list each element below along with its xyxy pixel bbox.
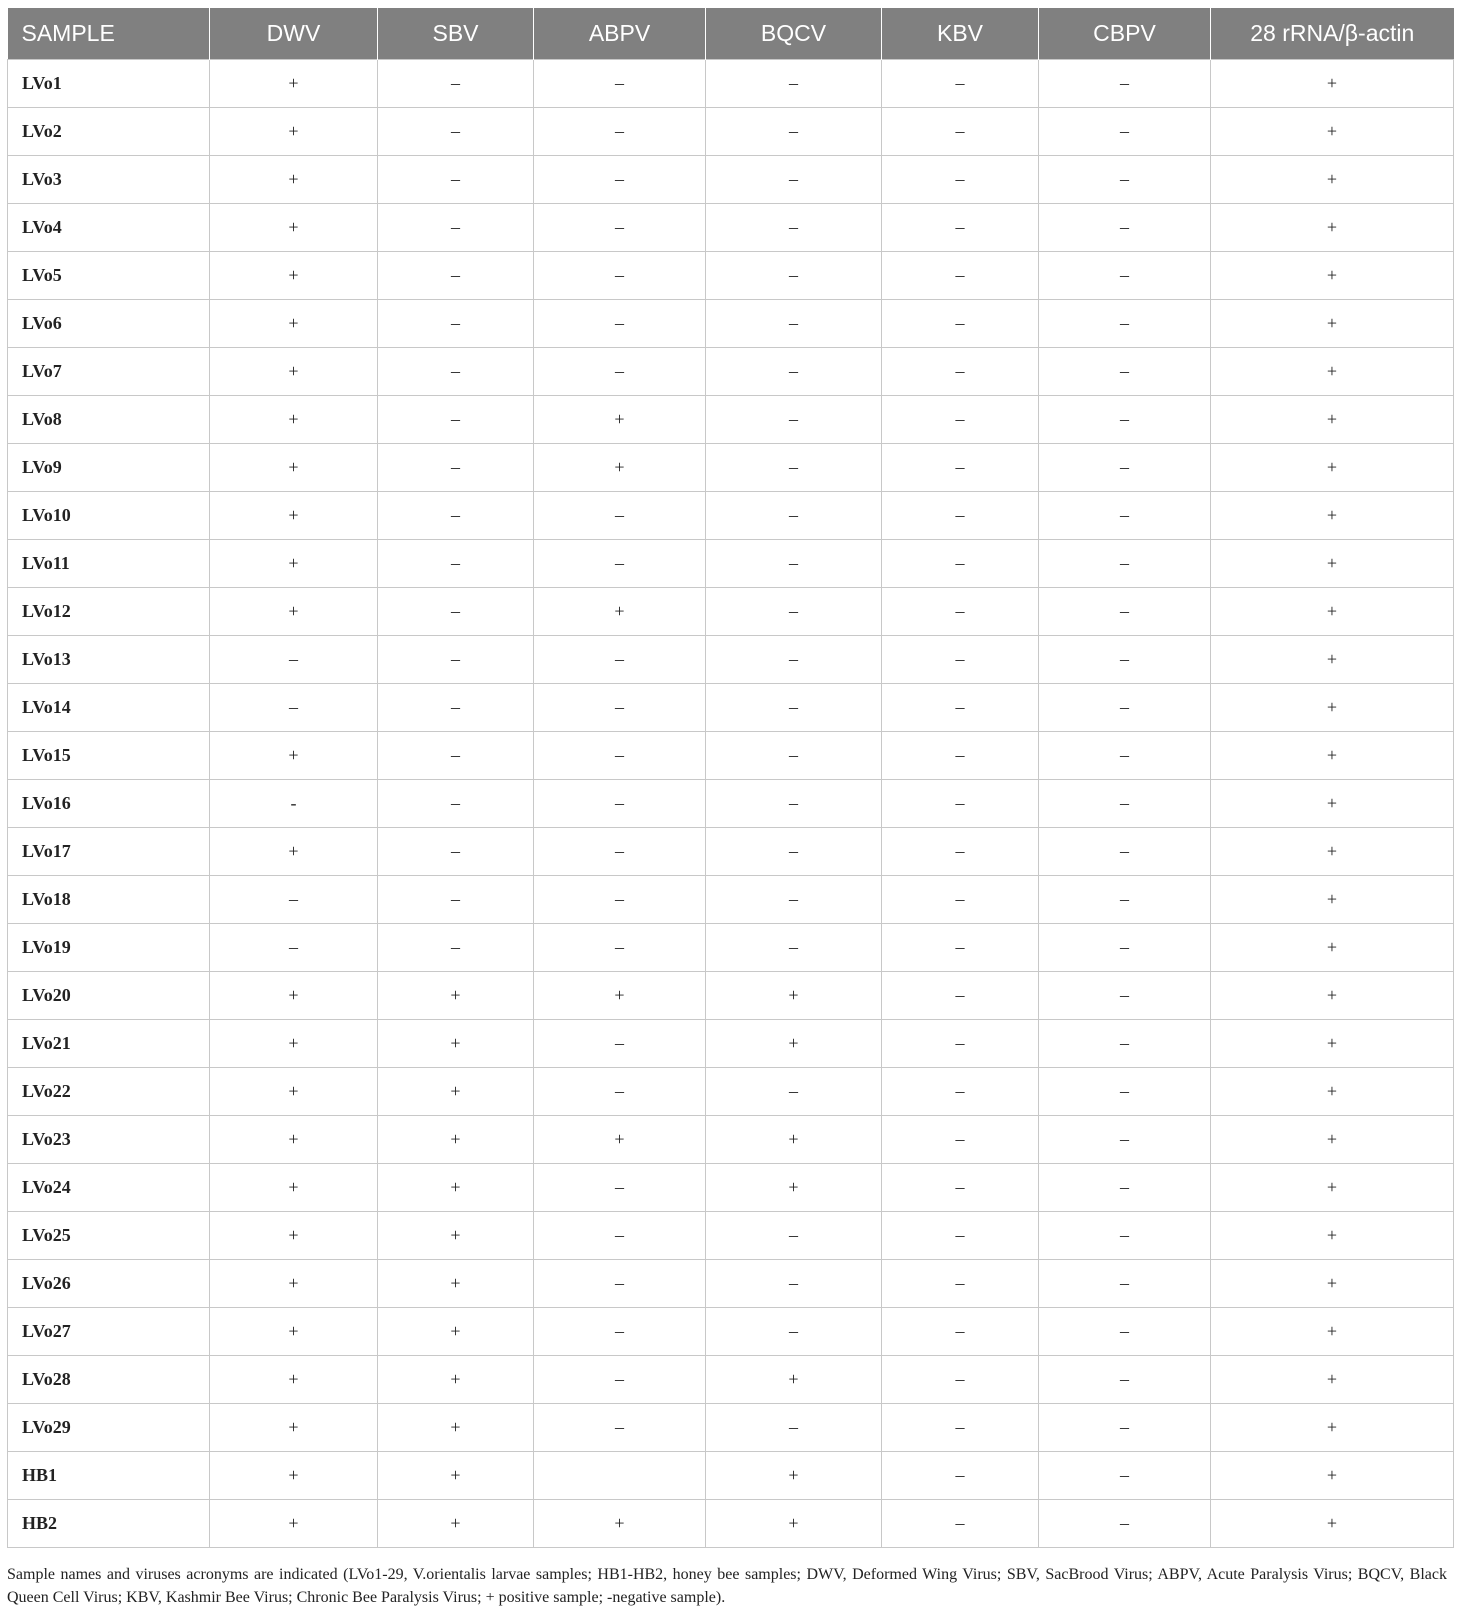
sample-name-cell: LVo10: [8, 492, 210, 540]
result-cell: +: [210, 1116, 378, 1164]
result-cell: –: [882, 396, 1039, 444]
column-header-sample: SAMPLE: [8, 8, 210, 60]
result-cell: –: [882, 1260, 1039, 1308]
result-cell: –: [882, 300, 1039, 348]
result-cell: –: [706, 636, 882, 684]
sample-name-cell: LVo1: [8, 60, 210, 108]
result-cell: +: [210, 1500, 378, 1548]
result-cell: –: [1039, 1164, 1211, 1212]
result-cell: +: [1211, 156, 1454, 204]
result-cell: –: [706, 444, 882, 492]
result-cell: +: [378, 1164, 534, 1212]
result-cell: –: [1039, 1116, 1211, 1164]
result-cell: –: [378, 732, 534, 780]
result-cell: –: [882, 1068, 1039, 1116]
result-cell: –: [534, 1308, 706, 1356]
result-cell: +: [1211, 444, 1454, 492]
result-cell: –: [378, 60, 534, 108]
result-cell: +: [210, 396, 378, 444]
table-row: [8, 1116, 1454, 1164]
result-cell: –: [534, 300, 706, 348]
result-cell: –: [706, 684, 882, 732]
result-cell: –: [882, 684, 1039, 732]
result-cell: –: [1039, 156, 1211, 204]
result-cell: –: [534, 108, 706, 156]
result-cell: +: [210, 828, 378, 876]
result-cell: –: [706, 396, 882, 444]
result-cell: +: [378, 1308, 534, 1356]
result-cell: –: [882, 444, 1039, 492]
result-cell: +: [210, 588, 378, 636]
result-cell: +: [210, 1404, 378, 1452]
table-row: [8, 60, 1454, 108]
result-cell: –: [534, 828, 706, 876]
result-cell: –: [210, 684, 378, 732]
result-cell: +: [1211, 1404, 1454, 1452]
result-cell: -: [210, 780, 378, 828]
result-cell: +: [706, 1164, 882, 1212]
result-cell: –: [1039, 396, 1211, 444]
result-cell: [534, 1452, 706, 1500]
result-cell: +: [706, 1116, 882, 1164]
result-cell: –: [1039, 588, 1211, 636]
sample-name-cell: LVo15: [8, 732, 210, 780]
result-cell: –: [1039, 204, 1211, 252]
result-cell: –: [378, 108, 534, 156]
result-cell: –: [882, 780, 1039, 828]
virus-detection-table-container: [7, 8, 1453, 1548]
result-cell: –: [882, 108, 1039, 156]
result-cell: +: [706, 1452, 882, 1500]
result-cell: +: [1211, 492, 1454, 540]
sample-name-cell: LVo26: [8, 1260, 210, 1308]
result-cell: –: [706, 156, 882, 204]
result-cell: –: [1039, 444, 1211, 492]
result-cell: +: [1211, 1164, 1454, 1212]
table-row: [8, 1404, 1454, 1452]
result-cell: +: [1211, 732, 1454, 780]
result-cell: +: [378, 1356, 534, 1404]
result-cell: +: [534, 444, 706, 492]
result-cell: –: [1039, 636, 1211, 684]
result-cell: –: [882, 348, 1039, 396]
result-cell: +: [1211, 636, 1454, 684]
table-body: [8, 60, 1454, 1548]
result-cell: –: [882, 924, 1039, 972]
result-cell: +: [1211, 684, 1454, 732]
result-cell: –: [1039, 1068, 1211, 1116]
result-cell: +: [210, 444, 378, 492]
sample-name-cell: LVo20: [8, 972, 210, 1020]
result-cell: –: [1039, 1020, 1211, 1068]
result-cell: –: [882, 540, 1039, 588]
result-cell: +: [1211, 1116, 1454, 1164]
sample-name-cell: LVo8: [8, 396, 210, 444]
result-cell: +: [534, 1500, 706, 1548]
result-cell: –: [210, 636, 378, 684]
result-cell: +: [534, 588, 706, 636]
result-cell: –: [706, 780, 882, 828]
result-cell: +: [1211, 1020, 1454, 1068]
result-cell: +: [210, 492, 378, 540]
result-cell: –: [534, 1020, 706, 1068]
result-cell: +: [210, 156, 378, 204]
result-cell: –: [534, 60, 706, 108]
result-cell: –: [882, 1404, 1039, 1452]
table-row: [8, 156, 1454, 204]
sample-name-cell: LVo3: [8, 156, 210, 204]
result-cell: –: [706, 204, 882, 252]
table-row: [8, 492, 1454, 540]
result-cell: –: [210, 924, 378, 972]
result-cell: –: [882, 252, 1039, 300]
sample-name-cell: LVo21: [8, 1020, 210, 1068]
result-cell: –: [1039, 732, 1211, 780]
result-cell: +: [378, 1116, 534, 1164]
result-cell: –: [1039, 828, 1211, 876]
result-cell: –: [706, 1260, 882, 1308]
table-row: [8, 1068, 1454, 1116]
result-cell: –: [882, 972, 1039, 1020]
result-cell: –: [378, 300, 534, 348]
result-cell: +: [378, 1020, 534, 1068]
sample-name-cell: LVo7: [8, 348, 210, 396]
sample-name-cell: LVo18: [8, 876, 210, 924]
result-cell: –: [1039, 108, 1211, 156]
result-cell: –: [706, 588, 882, 636]
result-cell: +: [210, 1452, 378, 1500]
result-cell: –: [706, 924, 882, 972]
result-cell: –: [882, 1500, 1039, 1548]
result-cell: –: [534, 876, 706, 924]
result-cell: –: [882, 732, 1039, 780]
result-cell: +: [1211, 828, 1454, 876]
result-cell: –: [534, 348, 706, 396]
column-header-cbpv: CBPV: [1039, 8, 1211, 60]
result-cell: –: [1039, 252, 1211, 300]
result-cell: +: [706, 972, 882, 1020]
result-cell: –: [1039, 540, 1211, 588]
sample-name-cell: LVo16: [8, 780, 210, 828]
table-row: [8, 588, 1454, 636]
sample-name-cell: LVo23: [8, 1116, 210, 1164]
result-cell: +: [210, 348, 378, 396]
result-cell: –: [1039, 300, 1211, 348]
table-row: [8, 972, 1454, 1020]
table-row: [8, 1500, 1454, 1548]
result-cell: +: [210, 1212, 378, 1260]
table-row: [8, 732, 1454, 780]
table-row: [8, 252, 1454, 300]
table-row: [8, 1308, 1454, 1356]
result-cell: –: [706, 732, 882, 780]
result-cell: –: [1039, 1356, 1211, 1404]
result-cell: –: [534, 1212, 706, 1260]
table-row: [8, 204, 1454, 252]
table-row: [8, 1212, 1454, 1260]
sample-name-cell: LVo11: [8, 540, 210, 588]
result-cell: –: [706, 300, 882, 348]
result-cell: –: [706, 876, 882, 924]
result-cell: –: [706, 828, 882, 876]
table-row: [8, 924, 1454, 972]
table-row: [8, 636, 1454, 684]
result-cell: +: [210, 108, 378, 156]
result-cell: –: [882, 1116, 1039, 1164]
sample-name-cell: HB1: [8, 1452, 210, 1500]
result-cell: +: [1211, 1068, 1454, 1116]
table-row: [8, 396, 1454, 444]
result-cell: –: [882, 828, 1039, 876]
result-cell: –: [534, 492, 706, 540]
result-cell: –: [378, 780, 534, 828]
result-cell: –: [882, 636, 1039, 684]
result-cell: –: [378, 444, 534, 492]
result-cell: +: [210, 204, 378, 252]
result-cell: +: [1211, 780, 1454, 828]
result-cell: –: [1039, 1260, 1211, 1308]
result-cell: –: [378, 252, 534, 300]
result-cell: +: [378, 1212, 534, 1260]
result-cell: –: [1039, 1212, 1211, 1260]
result-cell: –: [378, 588, 534, 636]
result-cell: –: [1039, 1308, 1211, 1356]
result-cell: –: [706, 540, 882, 588]
sample-name-cell: LVo4: [8, 204, 210, 252]
sample-name-cell: LVo2: [8, 108, 210, 156]
column-header-bqcv: BQCV: [706, 8, 882, 60]
result-cell: –: [534, 1164, 706, 1212]
table-row: [8, 876, 1454, 924]
table-row: [8, 780, 1454, 828]
result-cell: –: [378, 156, 534, 204]
result-cell: –: [882, 1356, 1039, 1404]
result-cell: +: [210, 1020, 378, 1068]
result-cell: –: [882, 156, 1039, 204]
result-cell: +: [210, 732, 378, 780]
result-cell: +: [210, 1164, 378, 1212]
result-cell: +: [1211, 540, 1454, 588]
result-cell: –: [882, 1020, 1039, 1068]
table-row: [8, 684, 1454, 732]
table-row: [8, 444, 1454, 492]
result-cell: +: [706, 1500, 882, 1548]
result-cell: –: [534, 684, 706, 732]
sample-name-cell: LVo12: [8, 588, 210, 636]
result-cell: +: [378, 1500, 534, 1548]
sample-name-cell: LVo27: [8, 1308, 210, 1356]
result-cell: –: [534, 1356, 706, 1404]
result-cell: +: [534, 396, 706, 444]
result-cell: –: [378, 828, 534, 876]
result-cell: –: [378, 876, 534, 924]
result-cell: –: [706, 60, 882, 108]
sample-name-cell: LVo19: [8, 924, 210, 972]
result-cell: +: [1211, 204, 1454, 252]
result-cell: –: [706, 348, 882, 396]
sample-name-cell: LVo6: [8, 300, 210, 348]
result-cell: –: [210, 876, 378, 924]
table-row: [8, 1020, 1454, 1068]
column-header-dwv: DWV: [210, 8, 378, 60]
result-cell: –: [534, 780, 706, 828]
result-cell: –: [706, 1308, 882, 1356]
result-cell: –: [1039, 684, 1211, 732]
result-cell: –: [1039, 1452, 1211, 1500]
result-cell: –: [882, 876, 1039, 924]
result-cell: –: [378, 204, 534, 252]
result-cell: +: [210, 60, 378, 108]
sample-name-cell: LVo24: [8, 1164, 210, 1212]
sample-name-cell: LVo29: [8, 1404, 210, 1452]
sample-name-cell: LVo5: [8, 252, 210, 300]
result-cell: +: [534, 972, 706, 1020]
result-cell: +: [210, 1260, 378, 1308]
result-cell: –: [534, 1068, 706, 1116]
result-cell: –: [534, 924, 706, 972]
result-cell: –: [534, 1404, 706, 1452]
result-cell: +: [1211, 1308, 1454, 1356]
table-row: [8, 348, 1454, 396]
result-cell: –: [378, 396, 534, 444]
result-cell: +: [210, 300, 378, 348]
result-cell: –: [534, 156, 706, 204]
result-cell: +: [706, 1356, 882, 1404]
result-cell: –: [882, 204, 1039, 252]
sample-name-cell: LVo25: [8, 1212, 210, 1260]
result-cell: –: [1039, 1404, 1211, 1452]
column-header-reference-gene: 28 rRNA/β-actin: [1211, 8, 1454, 60]
result-cell: +: [1211, 876, 1454, 924]
table-row: [8, 1452, 1454, 1500]
result-cell: +: [378, 1452, 534, 1500]
result-cell: +: [1211, 300, 1454, 348]
result-cell: –: [534, 732, 706, 780]
sample-name-cell: LVo14: [8, 684, 210, 732]
result-cell: –: [706, 492, 882, 540]
result-cell: +: [210, 252, 378, 300]
result-cell: –: [1039, 876, 1211, 924]
result-cell: –: [706, 1212, 882, 1260]
result-cell: –: [378, 492, 534, 540]
result-cell: –: [882, 1212, 1039, 1260]
sample-name-cell: LVo28: [8, 1356, 210, 1404]
sample-name-cell: LVo9: [8, 444, 210, 492]
result-cell: –: [378, 684, 534, 732]
sample-name-cell: HB2: [8, 1500, 210, 1548]
result-cell: –: [882, 588, 1039, 636]
column-header-sbv: SBV: [378, 8, 534, 60]
virus-detection-table: [7, 8, 1454, 1548]
result-cell: –: [534, 540, 706, 588]
result-cell: –: [378, 636, 534, 684]
result-cell: –: [1039, 1500, 1211, 1548]
result-cell: –: [534, 252, 706, 300]
result-cell: –: [378, 348, 534, 396]
result-cell: +: [1211, 348, 1454, 396]
column-header-abpv: ABPV: [534, 8, 706, 60]
result-cell: +: [1211, 396, 1454, 444]
result-cell: –: [706, 108, 882, 156]
result-cell: –: [706, 1068, 882, 1116]
table-caption: Sample names and viruses acronyms are indicated (LVo1-29, V.orientalis larvae samples; HB1-HB2, honey bee samples; DWV, Deformed Wing Virus; SBV, SacBrood Virus; ABPV, Acute Paralysis Virus; BQCV, Black Queen Cell Virus; KBV, Kashmir Bee Virus; Chronic Bee Paralysis Virus; + positive sample; -negative sample).: [7, 1566, 1447, 1606]
result-cell: +: [378, 1260, 534, 1308]
result-cell: +: [1211, 1452, 1454, 1500]
result-cell: –: [534, 204, 706, 252]
result-cell: +: [1211, 1500, 1454, 1548]
sample-name-cell: LVo22: [8, 1068, 210, 1116]
result-cell: +: [1211, 1356, 1454, 1404]
result-cell: +: [1211, 60, 1454, 108]
sample-name-cell: LVo13: [8, 636, 210, 684]
table-header-row: [8, 8, 1454, 60]
result-cell: –: [378, 540, 534, 588]
table-row: [8, 108, 1454, 156]
result-cell: –: [882, 1452, 1039, 1500]
result-cell: +: [1211, 1260, 1454, 1308]
result-cell: –: [1039, 924, 1211, 972]
table-row: [8, 1164, 1454, 1212]
result-cell: +: [378, 1068, 534, 1116]
result-cell: –: [534, 1260, 706, 1308]
result-cell: –: [378, 924, 534, 972]
result-cell: –: [534, 636, 706, 684]
result-cell: –: [706, 252, 882, 300]
result-cell: +: [210, 1308, 378, 1356]
result-cell: +: [378, 972, 534, 1020]
table-row: [8, 828, 1454, 876]
result-cell: +: [1211, 588, 1454, 636]
table-row: [8, 300, 1454, 348]
result-cell: +: [1211, 1212, 1454, 1260]
result-cell: +: [534, 1116, 706, 1164]
result-cell: +: [378, 1404, 534, 1452]
column-header-kbv: KBV: [882, 8, 1039, 60]
result-cell: –: [882, 60, 1039, 108]
result-cell: +: [1211, 924, 1454, 972]
result-cell: –: [1039, 348, 1211, 396]
result-cell: –: [882, 1164, 1039, 1212]
result-cell: –: [1039, 972, 1211, 1020]
result-cell: +: [1211, 108, 1454, 156]
result-cell: +: [1211, 252, 1454, 300]
result-cell: –: [1039, 60, 1211, 108]
result-cell: +: [210, 1356, 378, 1404]
result-cell: +: [210, 972, 378, 1020]
table-row: [8, 1260, 1454, 1308]
result-cell: –: [1039, 780, 1211, 828]
result-cell: –: [882, 1308, 1039, 1356]
sample-name-cell: LVo17: [8, 828, 210, 876]
result-cell: +: [706, 1020, 882, 1068]
result-cell: +: [210, 1068, 378, 1116]
table-row: [8, 1356, 1454, 1404]
result-cell: –: [882, 492, 1039, 540]
result-cell: –: [706, 1404, 882, 1452]
table-row: [8, 540, 1454, 588]
result-cell: +: [1211, 972, 1454, 1020]
result-cell: +: [210, 540, 378, 588]
result-cell: –: [1039, 492, 1211, 540]
